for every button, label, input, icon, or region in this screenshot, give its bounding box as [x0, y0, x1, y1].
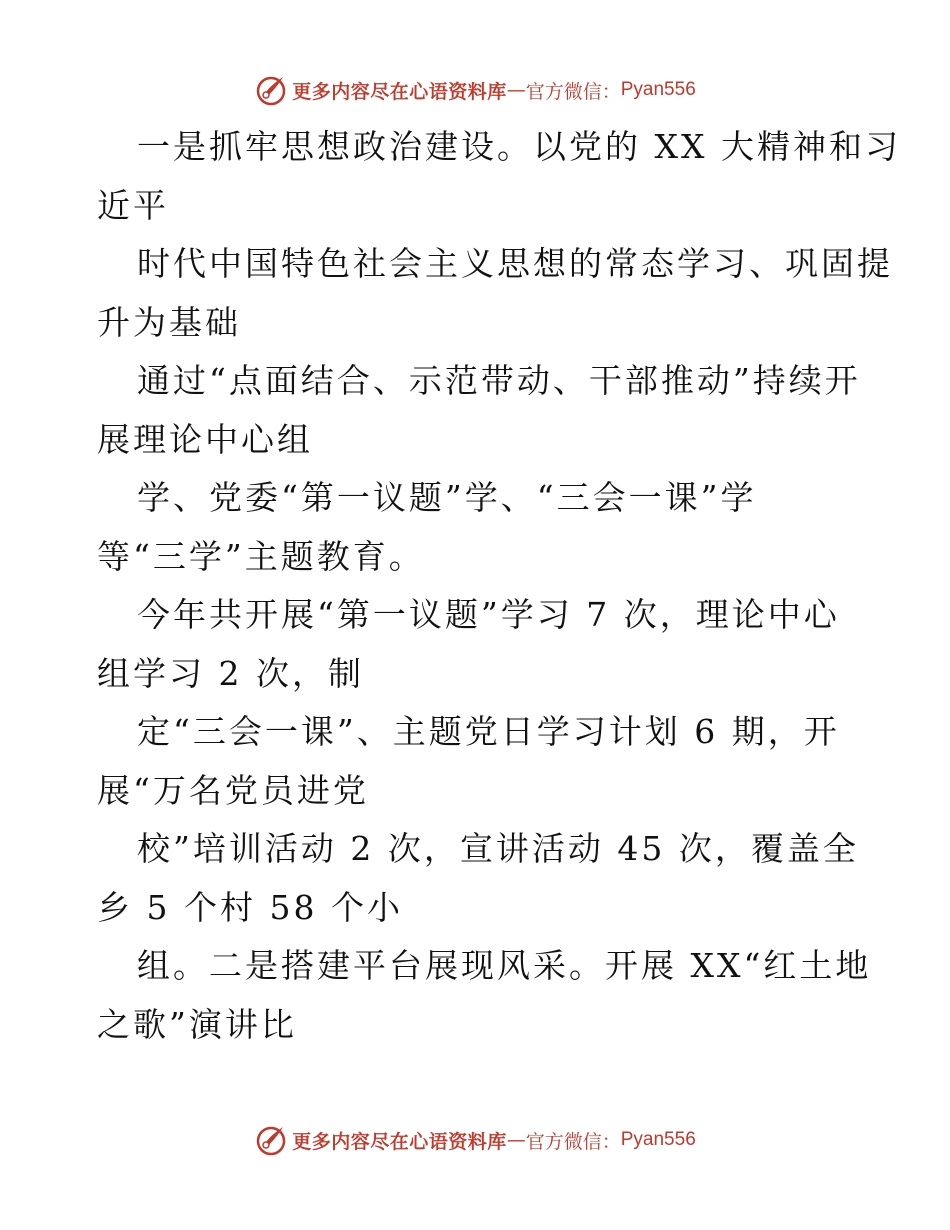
watermark-wechat-label: 官方微信：: [525, 1130, 621, 1153]
body-line-12: 展“万名党员进党: [97, 770, 369, 810]
document-body: [97, 118, 901, 1054]
body-line-3: 时代中国特色社会主义思想的常态学习、巩固提: [137, 244, 893, 283]
body-line-15: 组。二是搭建平台展现风采。开展 XX“红土地: [137, 946, 872, 985]
body-line-7: 学、党委“第一议题”学、“三会一课”学: [137, 478, 757, 517]
body-line-1: 一是抓牢思想政治建设。以党的 XX 大精神和习: [137, 127, 901, 166]
watermark-wechat-id: Pyan556: [620, 79, 696, 100]
footer-watermark-banner: [0, 1120, 950, 1160]
header-watermark-banner: [0, 70, 950, 110]
body-line-6: 展理论中心组: [97, 419, 313, 459]
watermark-dash: —: [506, 1129, 526, 1151]
footer-watermark-content: [254, 1123, 696, 1157]
body-line-9: 今年共开展“第一议题”学习 7 次，理论中心: [137, 595, 840, 634]
brush-pen-logo-icon: [254, 73, 288, 107]
watermark-dash: —: [506, 79, 526, 101]
body-line-14: 乡 5 个村 58 个小: [97, 887, 403, 927]
watermark-main-text: 更多内容尽在心语资料库: [292, 80, 507, 103]
brush-pen-logo-icon: [254, 1123, 288, 1157]
body-line-2: 近平: [97, 185, 169, 225]
body-line-5: 通过“点面结合、示范带动、干部推动”持续开: [137, 361, 861, 400]
watermark-wechat-id: Pyan556: [620, 1129, 696, 1150]
body-line-10: 组学习 2 次，制: [97, 653, 364, 693]
header-watermark-content: [254, 73, 696, 107]
watermark-main-text: 更多内容尽在心语资料库: [292, 1130, 507, 1153]
body-line-4: 升为基础: [97, 302, 241, 342]
body-line-13: 校”培训活动 2 次，宣讲活动 45 次，覆盖全: [137, 829, 859, 868]
body-line-8: 等“三学”主题教育。: [97, 536, 425, 576]
watermark-wechat-label: 官方微信：: [525, 80, 621, 103]
body-line-11: 定“三会一课”、主题党日学习计划 6 期，开: [137, 712, 840, 751]
body-line-16: 之歌”演讲比: [97, 1004, 297, 1044]
